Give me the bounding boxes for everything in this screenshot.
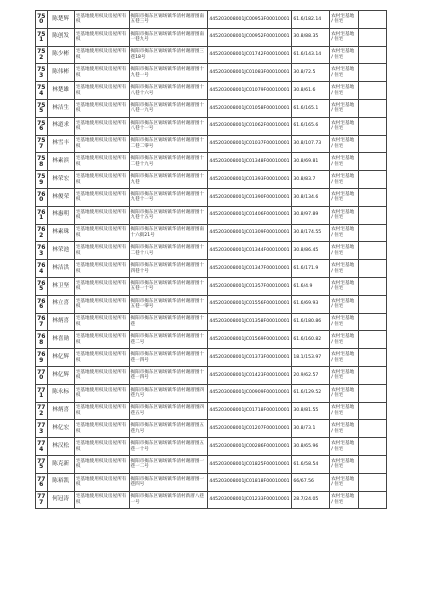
area-value: 30.8/88.35 bbox=[292, 28, 330, 46]
property-address: 揭阳市揭东区锡场镇华清村谢厝围五巷九号 bbox=[129, 420, 208, 438]
area-value: 61.6/182.14 bbox=[292, 11, 330, 29]
property-address: 揭阳市揭东区锡场镇华清村谢厝围十五巷一零号 bbox=[129, 295, 208, 313]
owner-name: 陈永标 bbox=[47, 384, 74, 402]
unit-code: 445203008001JC00952F00010001 bbox=[208, 28, 292, 46]
unit-code: 445203008001JC01825F00010001 bbox=[208, 455, 292, 473]
owner-name: 林雪丰 bbox=[47, 135, 74, 153]
blank-cell bbox=[358, 99, 386, 117]
table-row bbox=[36, 153, 387, 171]
property-address: 揭阳市揭东区锡场镇华清村谢厝围十九巷十一号 bbox=[129, 188, 208, 206]
land-use: 农村宅基地 / 住宅 bbox=[330, 64, 358, 82]
table-row bbox=[36, 11, 387, 29]
land-use: 农村宅基地 / 住宅 bbox=[330, 295, 358, 313]
property-address: 揭阳市揭东区锡场镇华清村谢厝围四巷五号 bbox=[129, 402, 208, 420]
property-address: 揭阳市揭东区锡场镇华清村谢厝围一巷四号 bbox=[129, 473, 208, 491]
row-number: 756 bbox=[36, 117, 48, 135]
blank-cell bbox=[358, 260, 386, 278]
area-value: 30.8/107.73 bbox=[292, 135, 330, 153]
blank-cell bbox=[358, 438, 386, 456]
table-row bbox=[36, 420, 387, 438]
table-row bbox=[36, 117, 387, 135]
right-type: 宅基地使用权及房屋所有权 bbox=[74, 46, 129, 64]
row-number: 766 bbox=[36, 295, 48, 313]
blank-cell bbox=[358, 82, 386, 100]
table-row bbox=[36, 242, 387, 260]
table-row bbox=[36, 349, 387, 367]
table-row bbox=[36, 64, 387, 82]
land-use: 农村宅基地 / 住宅 bbox=[330, 349, 358, 367]
unit-code: 445203008001JC01423F00010001 bbox=[208, 366, 292, 384]
right-type: 宅基地使用权及房屋所有权 bbox=[74, 455, 129, 473]
row-number: 776 bbox=[36, 473, 48, 491]
blank-cell bbox=[358, 242, 386, 260]
area-value: 20.9/62.57 bbox=[292, 366, 330, 384]
right-type: 宅基地使用权及房屋所有权 bbox=[74, 260, 129, 278]
unit-code: 445203008001JC01207F00010001 bbox=[208, 420, 292, 438]
unit-code: 445203008001JC01058F00010001 bbox=[208, 99, 292, 117]
table-row bbox=[36, 402, 387, 420]
right-type: 宅基地使用权及房屋所有权 bbox=[74, 384, 129, 402]
property-address: 揭阳市揭东区锡场镇华清村谢厝围十九巷一号 bbox=[129, 64, 208, 82]
blank-cell bbox=[358, 402, 386, 420]
right-type: 宅基地使用权及房屋所有权 bbox=[74, 420, 129, 438]
owner-name: 林洁洪 bbox=[47, 260, 74, 278]
unit-code: 445203008001JC01406F00010001 bbox=[208, 206, 292, 224]
unit-code: 445203008001JC00286F00010001 bbox=[208, 438, 292, 456]
property-address: 揭阳市揭东区锡场镇华清村谢厝围十八巷一九号 bbox=[129, 99, 208, 117]
property-address: 揭阳市揭东区锡场镇华清村谢厝围十巷一四号 bbox=[129, 349, 208, 367]
table-row bbox=[36, 331, 387, 349]
land-use: 农村宅基地 / 住宅 bbox=[330, 46, 358, 64]
property-address: 揭阳市揭东区锡场镇华清村谢厝围四巷九号 bbox=[129, 384, 208, 402]
area-value: 30.8/69.81 bbox=[292, 153, 330, 171]
unit-code: 445203008001JC01556F00010001 bbox=[208, 295, 292, 313]
blank-cell bbox=[358, 171, 386, 189]
land-use: 农村宅基地 / 住宅 bbox=[330, 188, 358, 206]
owner-name: 林荣池 bbox=[47, 242, 74, 260]
property-address: 揭阳市揭东区锡场镇华清村谢厝围一巷一二号 bbox=[129, 455, 208, 473]
area-value: 30.8/174.55 bbox=[292, 224, 330, 242]
row-number: 755 bbox=[36, 99, 48, 117]
table-body bbox=[36, 11, 387, 509]
property-address: 揭阳市揭东区锡场镇华清村谢厝围十八巷十一号 bbox=[129, 117, 208, 135]
area-value: 30.8/81.55 bbox=[292, 402, 330, 420]
owner-name: 林惠明 bbox=[47, 206, 74, 224]
owner-name: 林素珠 bbox=[47, 224, 74, 242]
land-use: 农村宅基地 / 住宅 bbox=[330, 242, 358, 260]
land-use: 农村宅基地 / 住宅 bbox=[330, 82, 358, 100]
table-row bbox=[36, 491, 387, 509]
row-number: 757 bbox=[36, 135, 48, 153]
owner-name: 林亿辉 bbox=[47, 366, 74, 384]
property-address: 揭阳市揭东区锡场镇华清村谢厝围十巷二号 bbox=[129, 331, 208, 349]
right-type: 宅基地使用权及房屋所有权 bbox=[74, 491, 129, 509]
area-value: 61.6/165.6 bbox=[292, 117, 330, 135]
row-number: 754 bbox=[36, 82, 48, 100]
right-type: 宅基地使用权及房屋所有权 bbox=[74, 438, 129, 456]
right-type: 宅基地使用权及房屋所有权 bbox=[74, 206, 129, 224]
right-type: 宅基地使用权及房屋所有权 bbox=[74, 242, 129, 260]
row-number: 775 bbox=[36, 455, 48, 473]
unit-code: 445203008001JC01373F00010001 bbox=[208, 349, 292, 367]
blank-cell bbox=[358, 295, 386, 313]
area-value: 61.6/165.1 bbox=[292, 99, 330, 117]
property-address: 揭阳市揭东区锡场镇华清村谢厝围十五巷一十号 bbox=[129, 277, 208, 295]
blank-cell bbox=[358, 313, 386, 331]
unit-code: 445203008001JC01309F00010001 bbox=[208, 224, 292, 242]
land-use: 农村宅基地 / 住宅 bbox=[330, 224, 358, 242]
unit-code: 445203008001JC01233F00010001 bbox=[208, 491, 292, 509]
property-address: 揭阳市揭东区锡场镇华清村谢厝围五巷一十号 bbox=[129, 438, 208, 456]
right-type: 宅基地使用权及房屋所有权 bbox=[74, 99, 129, 117]
owner-name: 林俊荣 bbox=[47, 188, 74, 206]
right-type: 宅基地使用权及房屋所有权 bbox=[74, 82, 129, 100]
table-row bbox=[36, 46, 387, 64]
owner-name: 林立喜 bbox=[47, 295, 74, 313]
right-type: 宅基地使用权及房屋所有权 bbox=[74, 64, 129, 82]
blank-cell bbox=[358, 455, 386, 473]
row-number: 777 bbox=[36, 491, 48, 509]
owner-name: 陈克新 bbox=[47, 455, 74, 473]
right-type: 宅基地使用权及房屋所有权 bbox=[74, 224, 129, 242]
owner-name: 林荣宏 bbox=[47, 171, 74, 189]
property-address: 揭阳市揭东区锡场镇华清村谢厝围十二巷二零号 bbox=[129, 135, 208, 153]
land-use: 农村宅基地 / 住宅 bbox=[330, 438, 358, 456]
unit-code: 445203008001JC01062F00010001 bbox=[208, 117, 292, 135]
unit-code: 445203008001JC01569F00010001 bbox=[208, 331, 292, 349]
unit-code: 445203008001JC01393F00010001 bbox=[208, 171, 292, 189]
land-use: 农村宅基地 / 住宅 bbox=[330, 473, 358, 491]
area-value: 30.8/83.7 bbox=[292, 171, 330, 189]
right-type: 宅基地使用权及房屋所有权 bbox=[74, 188, 129, 206]
right-type: 宅基地使用权及房屋所有权 bbox=[74, 171, 129, 189]
property-address: 揭阳市揭东区锡场镇华清村谢厝围十巷一四号 bbox=[129, 366, 208, 384]
unit-code: 445203008001JC01358F00010001 bbox=[208, 313, 292, 331]
land-use: 农村宅基地 / 住宅 bbox=[330, 260, 358, 278]
right-type: 宅基地使用权及房屋所有权 bbox=[74, 11, 129, 29]
table-row bbox=[36, 473, 387, 491]
table-row bbox=[36, 206, 387, 224]
area-value: 61.6/160.82 bbox=[292, 331, 330, 349]
owner-name: 林炳喜 bbox=[47, 313, 74, 331]
owner-name: 陈楚辉 bbox=[47, 11, 74, 29]
unit-code: 445203008001JC01083F00010001 bbox=[208, 64, 292, 82]
owner-name: 林炳喜 bbox=[47, 402, 74, 420]
table-row bbox=[36, 82, 387, 100]
right-type: 宅基地使用权及房屋所有权 bbox=[74, 117, 129, 135]
owner-name: 林洁生 bbox=[47, 99, 74, 117]
property-address: 揭阳市揭东区锡场镇华清村谢厝围十二巷十八号 bbox=[129, 242, 208, 260]
table-row bbox=[36, 99, 387, 117]
table-row bbox=[36, 135, 387, 153]
table-row bbox=[36, 188, 387, 206]
property-address: 揭阳市揭东区锡场镇华清村谢厝围南一巷九号 bbox=[129, 28, 208, 46]
right-type: 宅基地使用权及房屋所有权 bbox=[74, 135, 129, 153]
owner-name: 何冠涛 bbox=[47, 491, 74, 509]
area-value: 61.6/180.86 bbox=[292, 313, 330, 331]
unit-code: 445203008001JC01079F00010001 bbox=[208, 82, 292, 100]
table-row bbox=[36, 313, 387, 331]
right-type: 宅基地使用权及房屋所有权 bbox=[74, 331, 129, 349]
property-address: 揭阳市揭东区锡场镇华清村谢厝围三巷18号 bbox=[129, 46, 208, 64]
row-number: 771 bbox=[36, 384, 48, 402]
row-number: 774 bbox=[36, 438, 48, 456]
unit-code: 445203008001JC01818F00010001 bbox=[208, 473, 292, 491]
area-value: 61.6/171.9 bbox=[292, 260, 330, 278]
row-number: 752 bbox=[36, 46, 48, 64]
unit-code: 445203008001JC01344F00010001 bbox=[208, 242, 292, 260]
property-address: 揭阳市揭东区锡场镇华清村谢厝围十巷 bbox=[129, 313, 208, 331]
blank-cell bbox=[358, 64, 386, 82]
area-value: 18.1/153.97 bbox=[292, 349, 330, 367]
land-use: 农村宅基地 / 住宅 bbox=[330, 313, 358, 331]
right-type: 宅基地使用权及房屋所有权 bbox=[74, 313, 129, 331]
right-type: 宅基地使用权及房屋所有权 bbox=[74, 366, 129, 384]
property-address: 揭阳市揭东区锡场镇华清村谢厝围十九巷十五号 bbox=[129, 206, 208, 224]
right-type: 宅基地使用权及房屋所有权 bbox=[74, 473, 129, 491]
property-address: 揭阳市揭东区锡场镇华清村谢厝围南五巷三号 bbox=[129, 11, 208, 29]
blank-cell bbox=[358, 420, 386, 438]
land-use: 农村宅基地 / 住宅 bbox=[330, 366, 358, 384]
owner-name: 林汉松 bbox=[47, 438, 74, 456]
row-number: 753 bbox=[36, 64, 48, 82]
row-number: 750 bbox=[36, 11, 48, 29]
blank-cell bbox=[358, 331, 386, 349]
owner-name: 陈创发 bbox=[47, 28, 74, 46]
property-address: 揭阳市揭东区锡场镇华清村谢厝围南十六街21号 bbox=[129, 224, 208, 242]
owner-name: 陈少彬 bbox=[47, 46, 74, 64]
property-address: 揭阳市揭东区锡场镇华清村谢厝围十九巷 bbox=[129, 171, 208, 189]
land-use: 农村宅基地 / 住宅 bbox=[330, 331, 358, 349]
owner-name: 林道求 bbox=[47, 117, 74, 135]
row-number: 764 bbox=[36, 260, 48, 278]
area-value: 30.8/134.6 bbox=[292, 188, 330, 206]
blank-cell bbox=[358, 224, 386, 242]
table-row bbox=[36, 295, 387, 313]
table-row bbox=[36, 384, 387, 402]
land-use: 农村宅基地 / 住宅 bbox=[330, 28, 358, 46]
row-number: 772 bbox=[36, 402, 48, 420]
right-type: 宅基地使用权及房屋所有权 bbox=[74, 295, 129, 313]
area-value: 30.8/73.1 bbox=[292, 420, 330, 438]
property-address: 揭阳市揭东区锡场镇华清村谢厝围十二巷十九号 bbox=[129, 153, 208, 171]
row-number: 765 bbox=[36, 277, 48, 295]
table-row bbox=[36, 455, 387, 473]
blank-cell bbox=[358, 491, 386, 509]
unit-code: 445203008001JC01742F00010001 bbox=[208, 46, 292, 64]
blank-cell bbox=[358, 117, 386, 135]
land-use: 农村宅基地 / 住宅 bbox=[330, 491, 358, 509]
owner-name: 陈裕凯 bbox=[47, 473, 74, 491]
property-address: 揭阳市揭东区锡场镇华清村新厝八巷一号 bbox=[129, 491, 208, 509]
area-value: 66/67.56 bbox=[292, 473, 330, 491]
row-number: 767 bbox=[36, 313, 48, 331]
land-use: 农村宅基地 / 住宅 bbox=[330, 384, 358, 402]
row-number: 769 bbox=[36, 349, 48, 367]
row-number: 768 bbox=[36, 331, 48, 349]
blank-cell bbox=[358, 349, 386, 367]
land-use: 农村宅基地 / 住宅 bbox=[330, 455, 358, 473]
unit-code: 445203008001JC01347F00010001 bbox=[208, 260, 292, 278]
row-number: 773 bbox=[36, 420, 48, 438]
table-row bbox=[36, 224, 387, 242]
area-value: 61.6/143.14 bbox=[292, 46, 330, 64]
blank-cell bbox=[358, 277, 386, 295]
row-number: 763 bbox=[36, 242, 48, 260]
owner-name: 林亿辉 bbox=[47, 349, 74, 367]
blank-cell bbox=[358, 473, 386, 491]
right-type: 宅基地使用权及房屋所有权 bbox=[74, 28, 129, 46]
area-value: 30.8/86.45 bbox=[292, 242, 330, 260]
document-page bbox=[35, 10, 387, 509]
owner-name: 林亿宏 bbox=[47, 420, 74, 438]
blank-cell bbox=[358, 366, 386, 384]
row-number: 759 bbox=[36, 171, 48, 189]
area-value: 30.8/72.5 bbox=[292, 64, 330, 82]
table-row bbox=[36, 171, 387, 189]
blank-cell bbox=[358, 206, 386, 224]
land-use: 农村宅基地 / 住宅 bbox=[330, 277, 358, 295]
land-use: 农村宅基地 / 住宅 bbox=[330, 99, 358, 117]
row-number: 760 bbox=[36, 188, 48, 206]
unit-code: 445203008001JC01357F00010001 bbox=[208, 277, 292, 295]
table-row bbox=[36, 260, 387, 278]
unit-code: 445203008001JC01348F00010001 bbox=[208, 153, 292, 171]
area-value: 61.6/129.52 bbox=[292, 384, 330, 402]
blank-cell bbox=[358, 11, 386, 29]
area-value: 61.6/4.9 bbox=[292, 277, 330, 295]
land-use: 农村宅基地 / 住宅 bbox=[330, 153, 358, 171]
row-number: 761 bbox=[36, 206, 48, 224]
land-use: 农村宅基地 / 住宅 bbox=[330, 11, 358, 29]
land-use: 农村宅基地 / 住宅 bbox=[330, 420, 358, 438]
right-type: 宅基地使用权及房屋所有权 bbox=[74, 277, 129, 295]
blank-cell bbox=[358, 28, 386, 46]
blank-cell bbox=[358, 153, 386, 171]
table-row bbox=[36, 28, 387, 46]
row-number: 751 bbox=[36, 28, 48, 46]
owner-name: 林卫坚 bbox=[47, 277, 74, 295]
blank-cell bbox=[358, 46, 386, 64]
owner-name: 陈伟彬 bbox=[47, 64, 74, 82]
area-value: 30.8/97.89 bbox=[292, 206, 330, 224]
right-type: 宅基地使用权及房屋所有权 bbox=[74, 349, 129, 367]
area-value: 61.6/58.54 bbox=[292, 455, 330, 473]
area-value: 30.8/61.6 bbox=[292, 82, 330, 100]
table-row bbox=[36, 277, 387, 295]
land-use: 农村宅基地 / 住宅 bbox=[330, 206, 358, 224]
area-value: 61.6/69.93 bbox=[292, 295, 330, 313]
row-number: 770 bbox=[36, 366, 48, 384]
table-row bbox=[36, 438, 387, 456]
right-type: 宅基地使用权及房屋所有权 bbox=[74, 153, 129, 171]
land-use: 农村宅基地 / 住宅 bbox=[330, 171, 358, 189]
row-number: 762 bbox=[36, 224, 48, 242]
blank-cell bbox=[358, 188, 386, 206]
blank-cell bbox=[358, 384, 386, 402]
unit-code: 445203008001JC01718F00010001 bbox=[208, 402, 292, 420]
unit-code: 445203008001JC01037F00010001 bbox=[208, 135, 292, 153]
property-address: 揭阳市揭东区锡场镇华清村谢厝围十四巷十号 bbox=[129, 260, 208, 278]
owner-name: 林喜勋 bbox=[47, 331, 74, 349]
unit-code: 445203008001JC00953F00010001 bbox=[208, 11, 292, 29]
blank-cell bbox=[358, 135, 386, 153]
area-value: 30.8/65.96 bbox=[292, 438, 330, 456]
table-row bbox=[36, 366, 387, 384]
owner-name: 林素滨 bbox=[47, 153, 74, 171]
area-value: 28.7/24.05 bbox=[292, 491, 330, 509]
owner-name: 林楚雄 bbox=[47, 82, 74, 100]
property-address: 揭阳市揭东区锡场镇华清村谢厝围十八巷十六号 bbox=[129, 82, 208, 100]
unit-code: 445203008001JC00909F00010001 bbox=[208, 384, 292, 402]
land-use: 农村宅基地 / 住宅 bbox=[330, 135, 358, 153]
row-number: 758 bbox=[36, 153, 48, 171]
land-use: 农村宅基地 / 住宅 bbox=[330, 402, 358, 420]
land-use: 农村宅基地 / 住宅 bbox=[330, 117, 358, 135]
property-registry-table bbox=[35, 10, 387, 509]
unit-code: 445203008001JC01390F00010001 bbox=[208, 188, 292, 206]
right-type: 宅基地使用权及房屋所有权 bbox=[74, 402, 129, 420]
